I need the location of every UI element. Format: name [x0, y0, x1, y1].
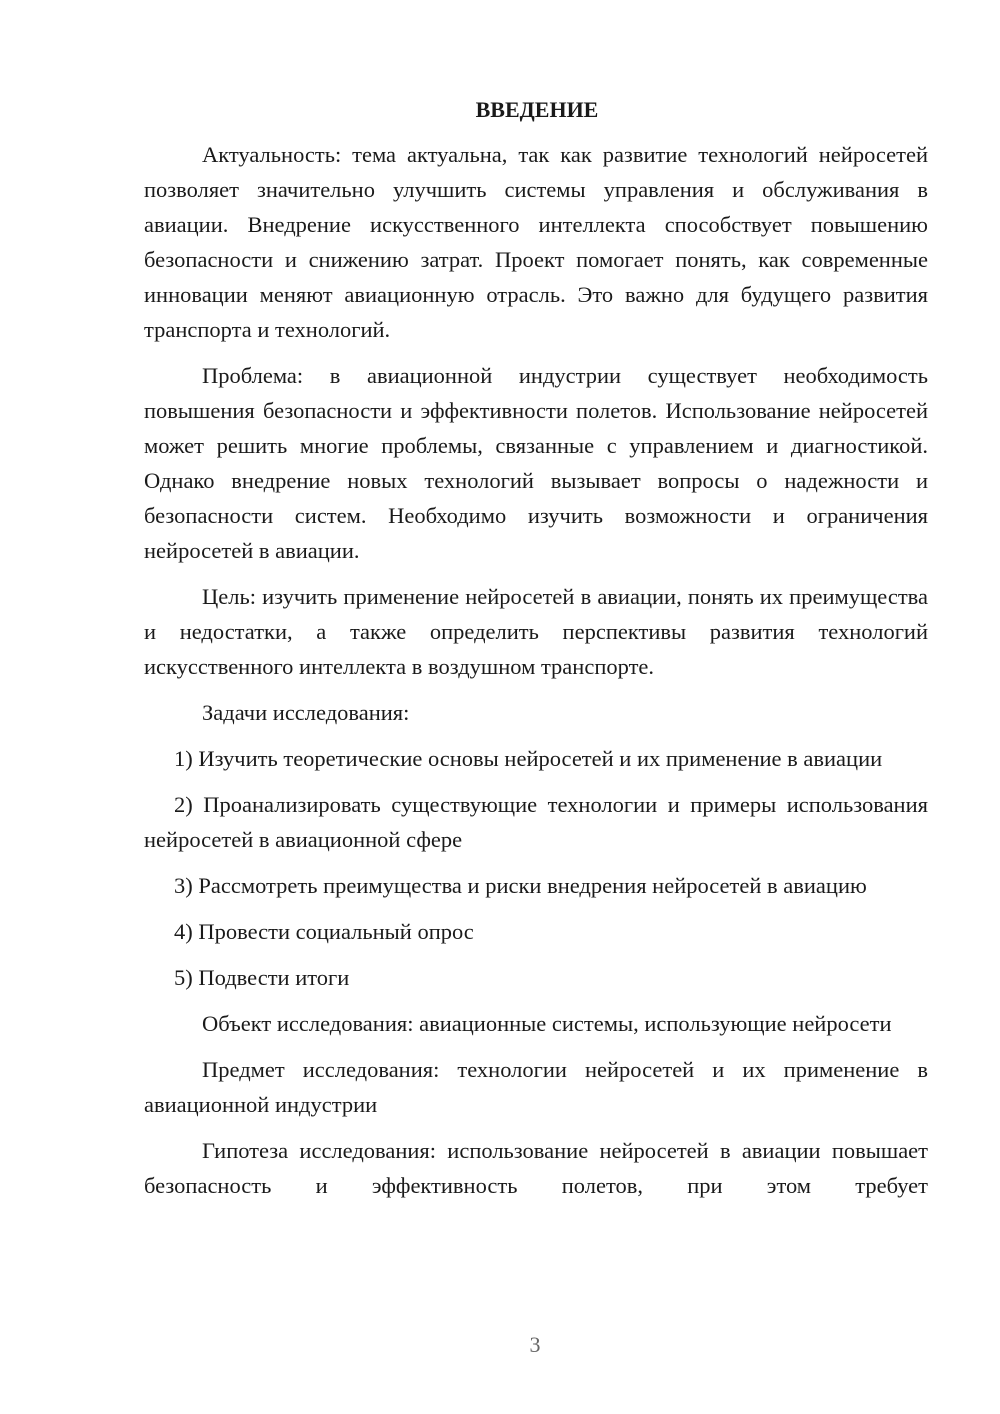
paragraph-hypothesis: Гипотеза исследования: использование нейросетей в авиации повышает безопасность и эффективность полетов, при этом требует [144, 1138, 928, 1198]
task-item-2: 2) Проанализировать существующие технологии и примеры использования нейросетей в авиационной сфере [144, 792, 928, 852]
task-item-3: 3) Рассмотреть преимущества и риски внедрения нейросетей в авиацию [174, 873, 867, 898]
paragraph-subject: Предмет исследования: технологии нейросетей и их применение в авиационной индустрии [144, 1057, 928, 1117]
task-item-1: 1) Изучить теоретические основы нейросетей и их применение в авиации [174, 746, 883, 771]
page-number: 3 [529, 1332, 541, 1357]
section-heading: ВВЕДЕНИЕ [475, 97, 599, 122]
paragraph-relevance: Актуальность: тема актуальна, так как развитие технологий нейросетей позволяет значительно улучшить системы управления и обслуживания в авиации. Внедрение искусственного интеллекта способствует повышению безопасности и снижению затрат. Проект помогает понять, как современные инновации меняют авиационную отрасль. Это важно для будущего развития транспорта и технологий. [144, 142, 928, 342]
paragraph-object: Объект исследования: авиационные системы, использующие нейросети [202, 1011, 892, 1036]
paragraph-tasks-heading: Задачи исследования: [202, 700, 410, 725]
task-item-4: 4) Провести социальный опрос [174, 919, 474, 944]
paragraph-problem: Проблема: в авиационной индустрии существует необходимость повышения безопасности и эффективности полетов. Использование нейросетей может решить многие проблемы, связанные с управлением и диагностикой. Однако внедрение новых технологий вызывает вопросы о надежности и безопасности систем. Необходимо изучить возможности и ограничения нейросетей в авиации. [144, 363, 928, 563]
paragraph-goal: Цель: изучить применение нейросетей в авиации, понять их преимущества и недостатки, а также определить перспективы развития технологий искусственного интеллекта в воздушном транспорте. [144, 584, 928, 679]
task-item-5: 5) Подвести итоги [174, 965, 350, 990]
page-content [144, 92, 928, 1214]
